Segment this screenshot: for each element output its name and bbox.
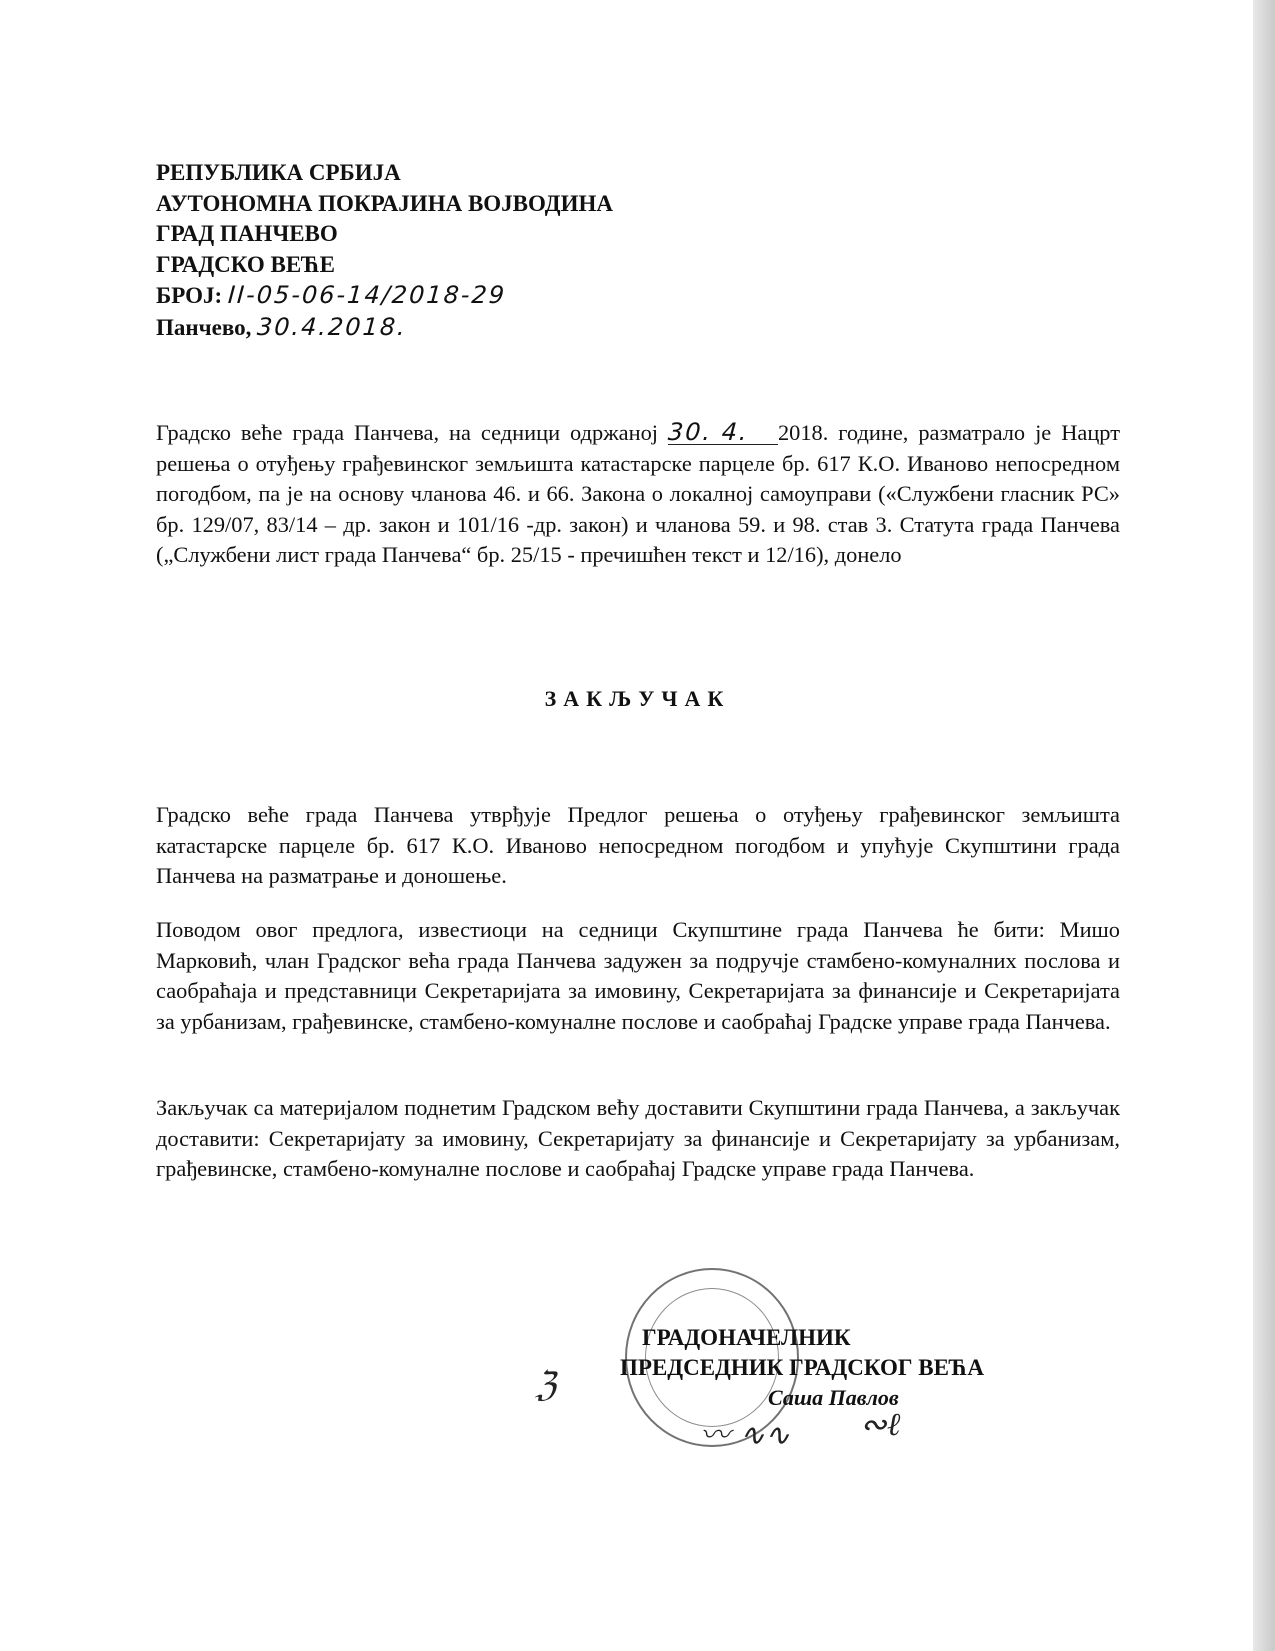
document-title: ЗАКЉУЧАК — [544, 686, 731, 711]
session-date-handwritten: 30. 4. — [666, 418, 750, 446]
header-republic: РЕПУБЛИКА СРБИЈА — [156, 160, 401, 185]
header-council: ГРАДСКО ВЕЋЕ — [156, 251, 335, 277]
intro-paragraph — [156, 418, 1120, 571]
number-handwritten: II-05-06-14/2018-29 — [226, 281, 508, 309]
signature-name: Саша Павлов — [768, 1385, 899, 1410]
scan-edge — [1253, 0, 1275, 1651]
header-province: АУТОНОМНА ПОКРАЈИНА ВОЈВОДИНА — [156, 190, 613, 216]
header-city: ГРАД ПАНЧЕВО — [156, 221, 338, 246]
paragraph-2: Поводом овог предлога, известиоци на седници Скупштине града Панчева ће бити: Мишо Марковић, члан Градског већа града Панчева задужен за подручје стамбено-комуналних послова и саобраћаја и представници Секретаријата за имовину, Секретаријата за финансије и Секретаријата за урбанизам, грађевинске, стамбено-комуналне послове и саобраћај Градске управе града Панчева. — [156, 917, 1120, 1034]
header-number — [156, 280, 613, 312]
handwritten-signature-2-icon: ∾ℓ — [860, 1405, 901, 1443]
signature-block — [620, 1323, 984, 1413]
place-label: Панчево, — [156, 314, 252, 340]
session-date-blank — [666, 418, 778, 446]
initials-signature-icon: ℨ — [535, 1365, 556, 1405]
header-place-date — [156, 312, 613, 344]
intro-text-after: 2018. године, разматрало је Нацрт решења о отуђењу грађевинског земљишта катастарске парцеле бр. 617 К.О. Иваново непосредном погодбом, па је на основу чланова 46. и 66. Закона о локалној самоуправи («Службени гласник РС» бр. 129/07, 83/14 – др. закон и 101/16 -др. закон) и чланова 59. и 98. став 3. Статута града Панчева („Службени лист града Панчева“ бр. 25/15 - пречишћен текст и 12/16), донело — [156, 420, 1120, 568]
paragraph-3: Закључак са материјалом поднетим Градском већу доставити Скупштини града Панчева, а закључак доставити: Секретаријату за имовину, Секретаријату за финансије и Секретаријату за урбанизам, грађевинске, стамбено-комуналне послове и саобраћај Градске управе града Панчева. — [156, 1095, 1120, 1182]
date-handwritten: 30.4.2018. — [256, 312, 408, 341]
handwritten-signature-icon: 〰 ∿∿ — [700, 1418, 790, 1453]
number-label: БРОЈ: — [156, 283, 223, 308]
signature-title-mayor: ГРАДОНАЧЕЛНИК — [642, 1325, 851, 1350]
paragraph-1: Градско веће града Панчева утврђује Предлог решења о отуђењу грађевинског земљишта катастарске парцеле бр. 617 К.О. Иваново непосредном погодбом и упућује Скупштини града Панчева на разматрање и доношење. — [156, 802, 1120, 889]
signature-title-president: ПРЕДСЕДНИК ГРАДСКОГ ВЕЋА — [620, 1355, 984, 1380]
document-header — [156, 158, 613, 343]
intro-text-before: Градско веће града Панчева, на седници одржаној — [156, 420, 658, 445]
